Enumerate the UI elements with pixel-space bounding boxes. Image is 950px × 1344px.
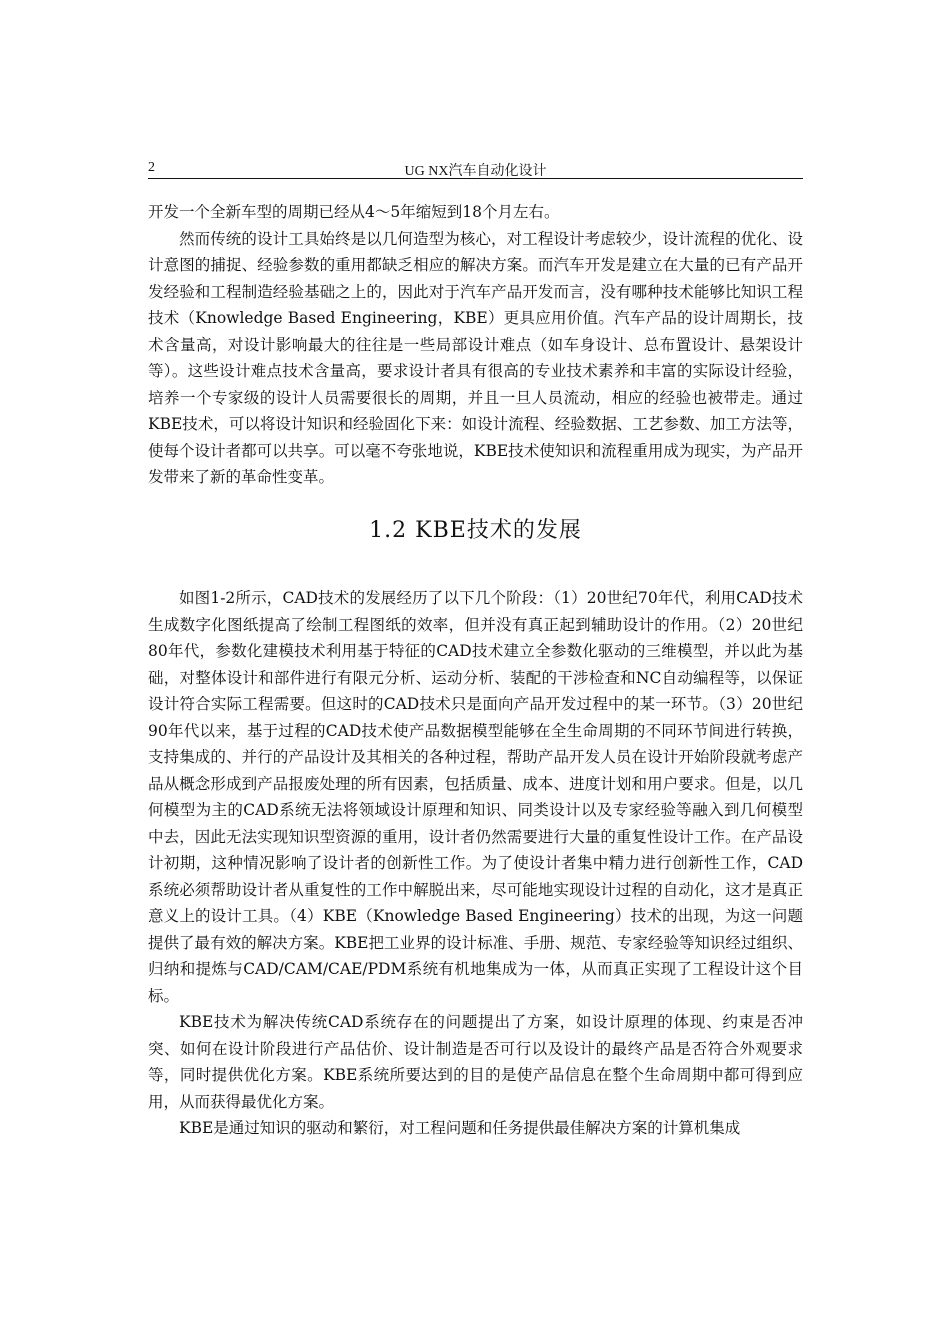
paragraph: KBE技术为解决传统CAD系统存在的问题提出了方案，如设计原理的体现、约束是否冲突、如何在设计阶段进行产品估价、设计制造是否可行以及设计的最终产品是否符合外观要求等，同时提供优化方案。KBE系统所要达到的目的是使产品信息在整个生命周期中都可得到应用，从而获得最优化方案。 xyxy=(148,1013,803,1111)
page-number: 2 xyxy=(148,160,155,175)
intro-text-block xyxy=(148,199,803,491)
paragraph: KBE是通过知识的驱动和繁衍，对工程问题和任务提供最佳解决方案的计算机集成 xyxy=(179,1119,741,1137)
section-text-block xyxy=(148,585,803,1142)
paragraph: 开发一个全新车型的周期已经从4～5年缩短到18个月左右。 xyxy=(148,203,560,221)
running-title: UG NX汽车自动化设计 xyxy=(404,164,547,179)
paragraph: 然而传统的设计工具始终是以几何造型为核心，对工程设计考虑较少，设计流程的优化、设计意图的捕捉、经验参数的重用都缺乏相应的解决方案。而汽车开发是建立在大量的已有产品开发经验和工程制造经验基础之上的，因此对于汽车产品开发而言，没有哪种技术能够比知识工程技术（Knowledge Based Engineering，KBE）更具应用价值。汽车产品的设计周期长，技术含量高，对设计影响最大的往往是一些局部设计难点（如车身设计、总布置设计、悬架设计等）。这些设计难点技术含量高，要求设计者具有很高的专业技术素养和丰富的实际设计经验，培养一个专家级的设计人员需要很长的周期，并且一旦人员流动，相应的经验也被带走。通过KBE技术，可以将设计知识和经验固化下来：如设计流程、经验数据、工艺参数、加工方法等，使每个设计者都可以共享。可以毫不夸张地说，KBE技术使知识和流程重用成为现实，为产品开发带来了新的革命性变革。 xyxy=(148,229,803,486)
paragraph: 如图1-2所示，CAD技术的发展经历了以下几个阶段：（1）20世纪70年代，利用CAD技术生成数字化图纸提高了绘制工程图纸的效率，但并没有真正起到辅助设计的作用。（2）20世纪80年代，参数化建模技术利用基于特征的CAD技术建立全参数化驱动的三维模型，并以此为基础，对整体设计和部件进行有限元分析、运动分析、装配的干涉检查和NC自动编程等，以保证设计符合实际工程需要。但这时的CAD技术只是面向产品开发过程中的某一环节。（3）20世纪90年代以来，基于过程的CAD技术使产品数据模型能够在全生命周期的不同环节间进行转换，支持集成的、并行的产品设计及其相关的各种过程，帮助产品开发人员在设计开始阶段就考虑产品从概念形成到产品报废处理的所有因素，包括质量、成本、进度计划和用户要求。但是，以几何模型为主的CAD系统无法将领域设计原理和知识、同类设计以及专家经验等融入到几何模型中去，因此无法实现知识型资源的重用，设计者仍然需要进行大量的重复性设计工作。在产品设计初期，这种情况影响了设计者的创新性工作。为了使设计者集中精力进行创新性工作，CAD系统必须帮助设计者从重复性的工作中解脱出来，尽可能地实现设计过程的自动化，这才是真正意义上的设计工具。（4）KBE（Knowledge Based Engineering）技术的出现，为这一问题提供了最有效的解决方案。KBE把工业界的设计标准、手册、规范、专家经验等知识经过组织、归纳和提炼与CAD/CAM/CAE/PDM系统有机地集成为一体，从而真正实现了工程设计这个目标。 xyxy=(148,589,803,1005)
section-heading: 1.2 KBE技术的发展 xyxy=(369,518,582,543)
page-header xyxy=(148,160,803,179)
